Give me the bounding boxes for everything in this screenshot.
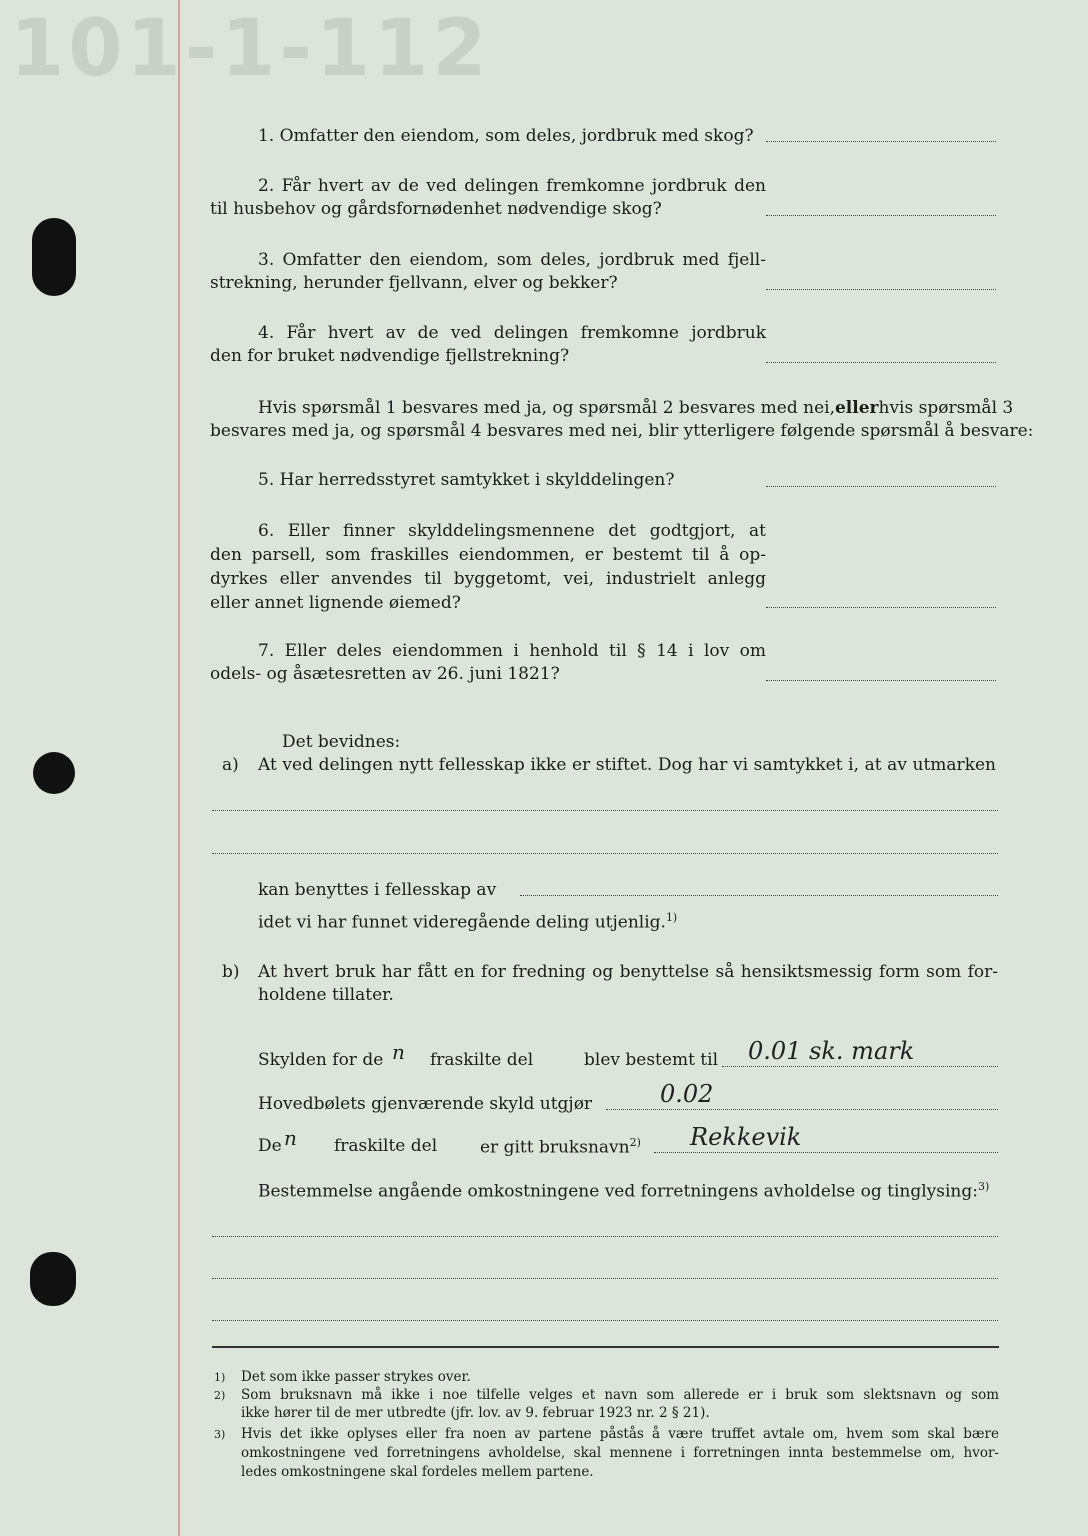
binding-hole-bottom — [30, 1252, 76, 1306]
footnote-ref-1: 1) — [665, 911, 678, 924]
certification-a-text: At ved delingen nytt fellesskap ikke er stiftet. Dog har vi samtykket i, at av utmarken — [258, 755, 996, 775]
navn-value[interactable]: Rekkevik — [690, 1123, 802, 1151]
skyld-line[interactable] — [722, 1066, 998, 1067]
certification-b-line-2: holdene tillater. — [258, 985, 394, 1005]
answer-line-2[interactable] — [766, 215, 996, 216]
footnote-3-line-3: ledes omkostningene skal fordeles mellem partene. — [241, 1464, 594, 1480]
binding-hole-top — [32, 218, 76, 296]
answer-line-7[interactable] — [766, 680, 996, 681]
skyld-label-b: fraskilte del — [430, 1050, 534, 1070]
question-3-line-2: strekning, herunder fjellvann, elver og bekker? — [210, 273, 618, 293]
question-2-line-1: 2. Får hvert av de ved delingen fremkomne jordbruk den — [258, 176, 766, 196]
navn-handwritten-n: n — [284, 1126, 297, 1150]
skyld-handwritten-n: n — [392, 1040, 405, 1064]
question-6-line-1: 6. Eller finner skylddelingsmennene det godtgjort, at — [258, 521, 766, 541]
answer-line-3[interactable] — [766, 289, 996, 290]
question-3-line-1: 3. Omfatter den eiendom, som deles, jordbruk med fjell- — [258, 250, 766, 270]
hoved-label: Hovedbølets gjenværende skyld utgjør — [258, 1094, 593, 1114]
question-6-line-4: eller annet lignende øiemed? — [210, 593, 461, 613]
ghost-header-text: 101-1-112 — [10, 4, 491, 94]
found-unnecessary-label: idet vi har funnet videregående deling utjenlig. — [258, 912, 666, 933]
footnote-2-line-1: Som bruksnavn må ikke i noe tilfelle velges et navn som allerede er i bruk som slektsnavn og som — [241, 1387, 999, 1403]
footnote-rule — [212, 1346, 999, 1348]
question-7-line-2: odels- og åsætesretten av 26. juni 1821? — [210, 664, 560, 684]
answer-line-4[interactable] — [766, 362, 996, 363]
found-unnecessary-text — [258, 911, 677, 933]
navn-label-a: De — [258, 1136, 282, 1156]
shared-use-label: kan benyttes i fellesskap av — [258, 880, 497, 900]
binding-hole-middle — [33, 752, 75, 794]
footnote-1: Det som ikke passer strykes over. — [241, 1369, 471, 1385]
question-7-line-1: 7. Eller deles eiendommen i henhold til § 14 i lov om — [258, 641, 766, 661]
answer-line-1[interactable] — [766, 141, 996, 142]
question-6-line-3: dyrkes eller anvendes til byggetomt, vei, industrielt anlegg — [210, 569, 766, 589]
skyld-label-a: Skylden for de — [258, 1050, 384, 1070]
shared-use-line[interactable] — [520, 895, 998, 896]
condition-text-b: hvis spørsmål 3 — [878, 398, 1014, 418]
condition-line-2: besvares med ja, og spørsmål 4 besvares med nei, blir ytterligere følgende spørsmål å besvare: — [210, 421, 1034, 441]
question-6-line-2: den parsell, som fraskilles eiendommen, er bestemt til å op- — [210, 545, 766, 565]
footnote-3-line-2: omkostningene ved forretningens avholdelse, skal mennene i forretningen innta bestemmelse om, hvor- — [241, 1445, 999, 1461]
utmark-line-2[interactable] — [212, 853, 998, 854]
bleed-through-header — [0, 0, 1088, 110]
margin-rule — [178, 0, 180, 1536]
answer-line-5[interactable] — [766, 486, 996, 487]
footnote-2-line-2: ikke hører til de mer utbredte (jfr. lov. av 9. februar 1923 nr. 2 § 21). — [241, 1405, 710, 1421]
hoved-line[interactable] — [606, 1109, 998, 1110]
condition-bold-eller: eller — [834, 398, 879, 418]
question-1: 1. Omfatter den eiendom, som deles, jordbruk med skog? — [258, 126, 754, 146]
hoved-value[interactable]: 0.02 — [660, 1080, 714, 1108]
question-5: 5. Har herredsstyret samtykket i skylddelingen? — [258, 470, 675, 490]
certification-a-label: a) — [222, 755, 239, 775]
question-4-line-1: 4. Får hvert av de ved delingen fremkomne jordbruk — [258, 323, 766, 343]
question-2-line-2: til husbehov og gårdsfornødenhet nødvendige skog? — [210, 199, 662, 219]
footnote-2-mark: 2) — [214, 1389, 226, 1402]
navn-line[interactable] — [654, 1152, 998, 1153]
bestemmelse-text — [258, 1180, 989, 1202]
bestemmelse-line-2[interactable] — [212, 1278, 998, 1279]
skyld-label-c: blev bestemt til — [584, 1050, 719, 1070]
bestemmelse-line-3[interactable] — [212, 1320, 998, 1321]
footnote-ref-3: 3) — [977, 1180, 990, 1193]
footnote-3-line-1: Hvis det ikke oplyses eller fra noen av partene påstås å være truffet avtale om, hvem som skal bære — [241, 1426, 999, 1442]
certification-heading: Det bevidnes: — [282, 732, 401, 752]
utmark-line-1[interactable] — [212, 810, 998, 811]
certification-b-label: b) — [222, 962, 240, 982]
certification-b-line-1: At hvert bruk har fått en for fredning og benyttelse så hensiktsmessig form som for- — [258, 962, 998, 982]
bestemmelse-line-1[interactable] — [212, 1236, 998, 1237]
condition-text-a: Hvis spørsmål 1 besvares med ja, og spørsmål 2 besvares med nei, — [258, 398, 835, 418]
answer-line-6[interactable] — [766, 607, 996, 608]
question-4-line-2: den for bruket nødvendige fjellstrekning? — [210, 346, 570, 366]
skyld-value[interactable]: 0.01 sk. mark — [748, 1037, 915, 1065]
navn-label-c: er gitt bruksnavn — [480, 1137, 630, 1158]
navn-label-c-wrap — [480, 1136, 641, 1158]
condition-line-1 — [258, 398, 1014, 418]
navn-label-b: fraskilte del — [334, 1136, 438, 1156]
bestemmelse-label: Bestemmelse angående omkostningene ved forretningens avholdelse og tinglysing: — [258, 1181, 978, 1202]
footnote-ref-2: 2) — [629, 1136, 641, 1149]
footnote-3-mark: 3) — [214, 1428, 226, 1441]
footnote-1-mark: 1) — [214, 1371, 226, 1384]
